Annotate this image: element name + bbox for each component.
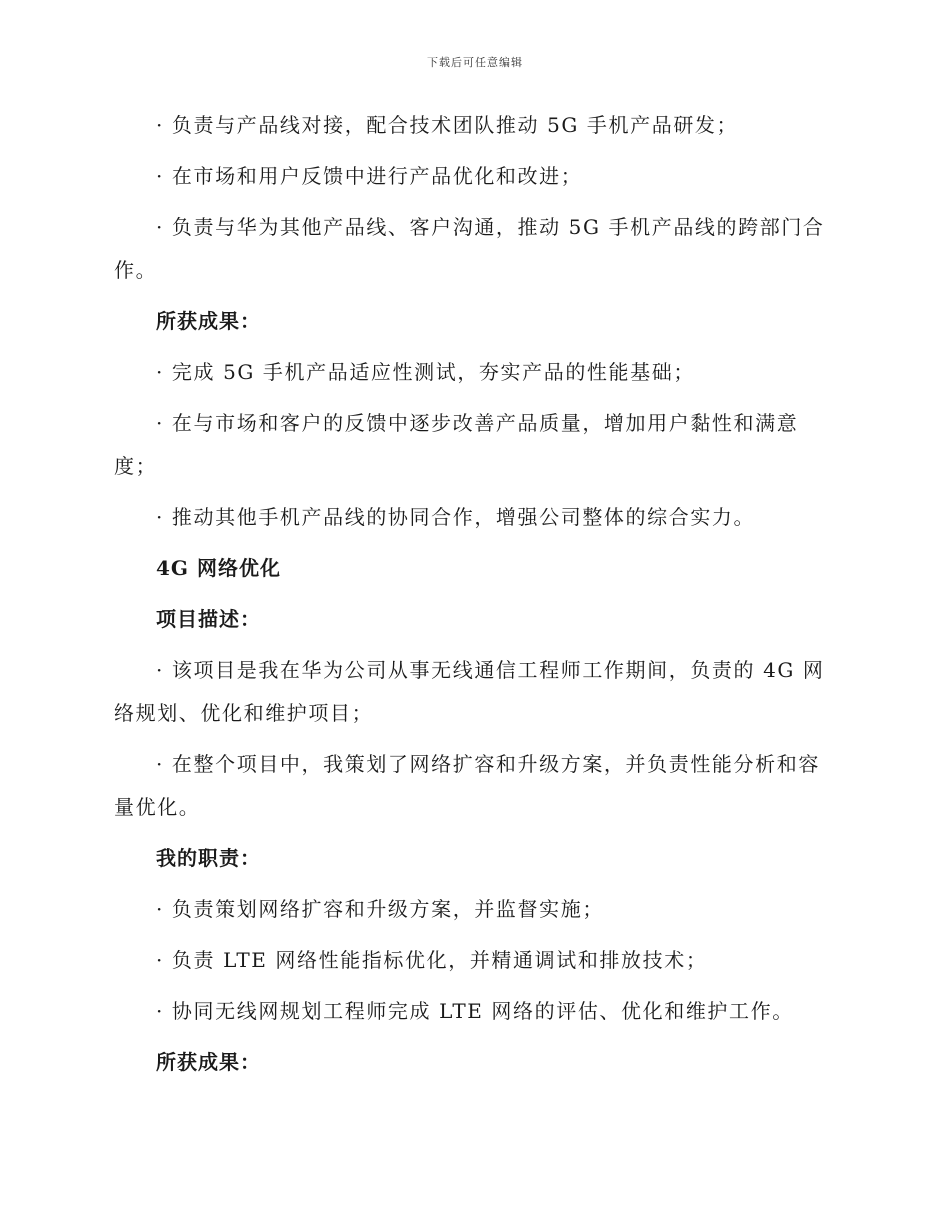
bullet-paragraph: · 在与市场和客户的反馈中逐步改善产品质量，增加用户黏性和满意度； (114, 411, 799, 478)
section-heading: 所获成果： (156, 309, 261, 333)
document-body (114, 104, 838, 1092)
section-heading: 我的职责： (156, 846, 261, 870)
bullet-paragraph: · 在整个项目中，我策划了网络扩容和升级方案，并负责性能分析和容量优化。 (114, 752, 820, 819)
project-title: 4G 网络优化 (156, 556, 281, 580)
bullet-paragraph: · 负责策划网络扩容和升级方案，并监督实施； (156, 897, 604, 921)
bullet-paragraph: · 在市场和用户反馈中进行产品优化和改进； (156, 164, 583, 188)
bullet-paragraph: · 推动其他手机产品线的协同合作，增强公司整体的综合实力。 (156, 505, 756, 529)
bullet-paragraph: · 完成 5G 手机产品适应性测试，夯实产品的性能基础； (156, 360, 695, 384)
bullet-paragraph: · 负责与华为其他产品线、客户沟通，推动 5G 手机产品线的跨部门合作。 (114, 215, 825, 282)
bullet-paragraph: · 负责与产品线对接，配合技术团队推动 5G 手机产品研发； (156, 113, 739, 137)
bullet-paragraph: · 协同无线网规划工程师完成 LTE 网络的评估、优化和维护工作。 (156, 999, 794, 1023)
header-note: 下载后可任意编辑 (427, 56, 523, 69)
section-heading: 所获成果： (156, 1050, 261, 1074)
bullet-paragraph: · 该项目是我在华为公司从事无线通信工程师工作期间，负责的 4G 网络规划、优化和维护项目； (114, 658, 825, 725)
bullet-paragraph: · 负责 LTE 网络性能指标优化，并精通调试和排放技术； (156, 948, 708, 972)
section-heading: 项目描述： (156, 607, 261, 631)
